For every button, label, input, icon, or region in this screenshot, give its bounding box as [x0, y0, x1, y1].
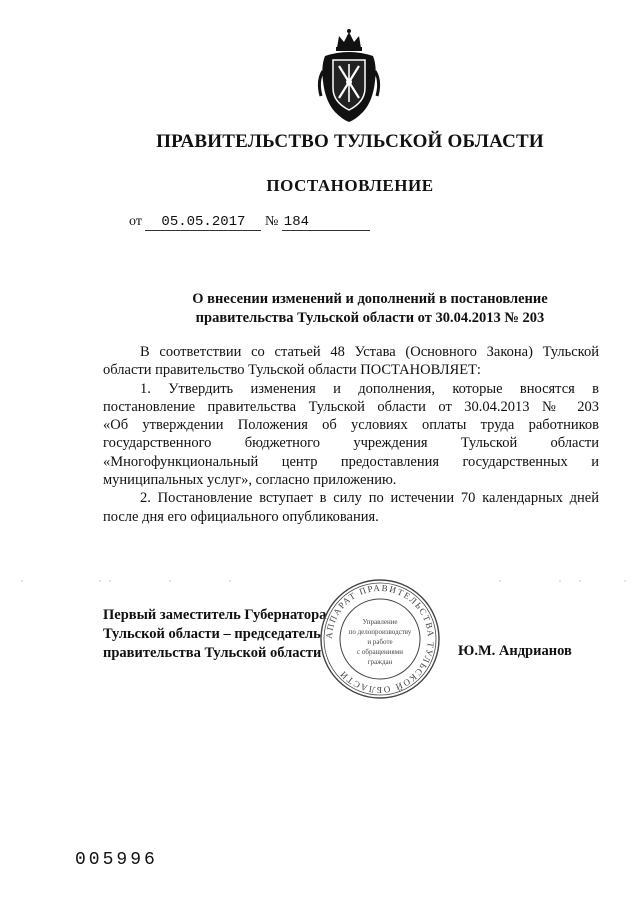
- body-line: 2. Постановление вступает в силу по истечении 70 календарных дней: [140, 490, 599, 507]
- signer-line: Первый заместитель Губернатора: [103, 607, 327, 623]
- subject-line: правительства Тульской области от 30.04.2013 № 203: [195, 310, 545, 326]
- body-line: после дня его официального опубликования.: [103, 508, 379, 525]
- body-line: муниципальных услуг», согласно приложению.: [103, 472, 397, 489]
- stamp-line: и работе: [367, 638, 393, 646]
- document-subject: [130, 290, 610, 328]
- stamp-line: с обращениями: [357, 648, 403, 656]
- stamp-ring-text: АППАРАТ ПРАВИТЕЛЬСТВА ТУЛЬСКОЙ ОБЛАСТИ: [323, 582, 437, 696]
- body-line: области правительство Тульской области ПОСТАНОВЛЯЕТ:: [103, 362, 481, 379]
- document-type: ПОСТАНОВЛЕНИЕ: [266, 176, 434, 195]
- date-number-line: [129, 214, 370, 231]
- signer-line: Тульской области – председатель: [103, 626, 321, 642]
- subject-line: О внесении изменений и дополнений в постановление: [192, 291, 548, 307]
- from-label: от: [129, 214, 142, 229]
- signer-line: правительства Тульской области: [103, 645, 322, 661]
- stamp-line: граждан: [367, 658, 393, 666]
- document-number: 184: [282, 214, 370, 231]
- coat-of-arms-emblem: [313, 26, 385, 124]
- stamp-line: по делопроизводству: [348, 628, 412, 636]
- body-line: постановление правительства Тульской области от 30.04.2013 № 203: [103, 398, 599, 415]
- number-label: №: [264, 214, 279, 229]
- body-line: «Многофункциональный центр предоставления государственных и: [103, 453, 599, 470]
- document-body: [103, 343, 599, 526]
- body-line: В соответствии со статьей 48 Устава (Основного Закона) Тульской: [140, 344, 599, 360]
- government-title: ПРАВИТЕЛЬСТВО ТУЛЬСКОЙ ОБЛАСТИ: [156, 131, 544, 152]
- signer-title: [103, 606, 326, 663]
- signer-name: Ю.М. Андрианов: [458, 643, 572, 659]
- body-line: государственного бюджетного учреждения Тульской области: [103, 435, 599, 452]
- stamp-line: Управление: [362, 618, 398, 626]
- official-stamp: [318, 577, 442, 701]
- body-line: «Об утверждении Положения об условиях оплаты труда работников: [103, 417, 599, 434]
- body-line: 1. Утвердить изменения и дополнения, которые вносятся в: [140, 380, 599, 397]
- document-date: 05.05.2017: [145, 214, 261, 231]
- registry-number: 005996: [75, 850, 158, 870]
